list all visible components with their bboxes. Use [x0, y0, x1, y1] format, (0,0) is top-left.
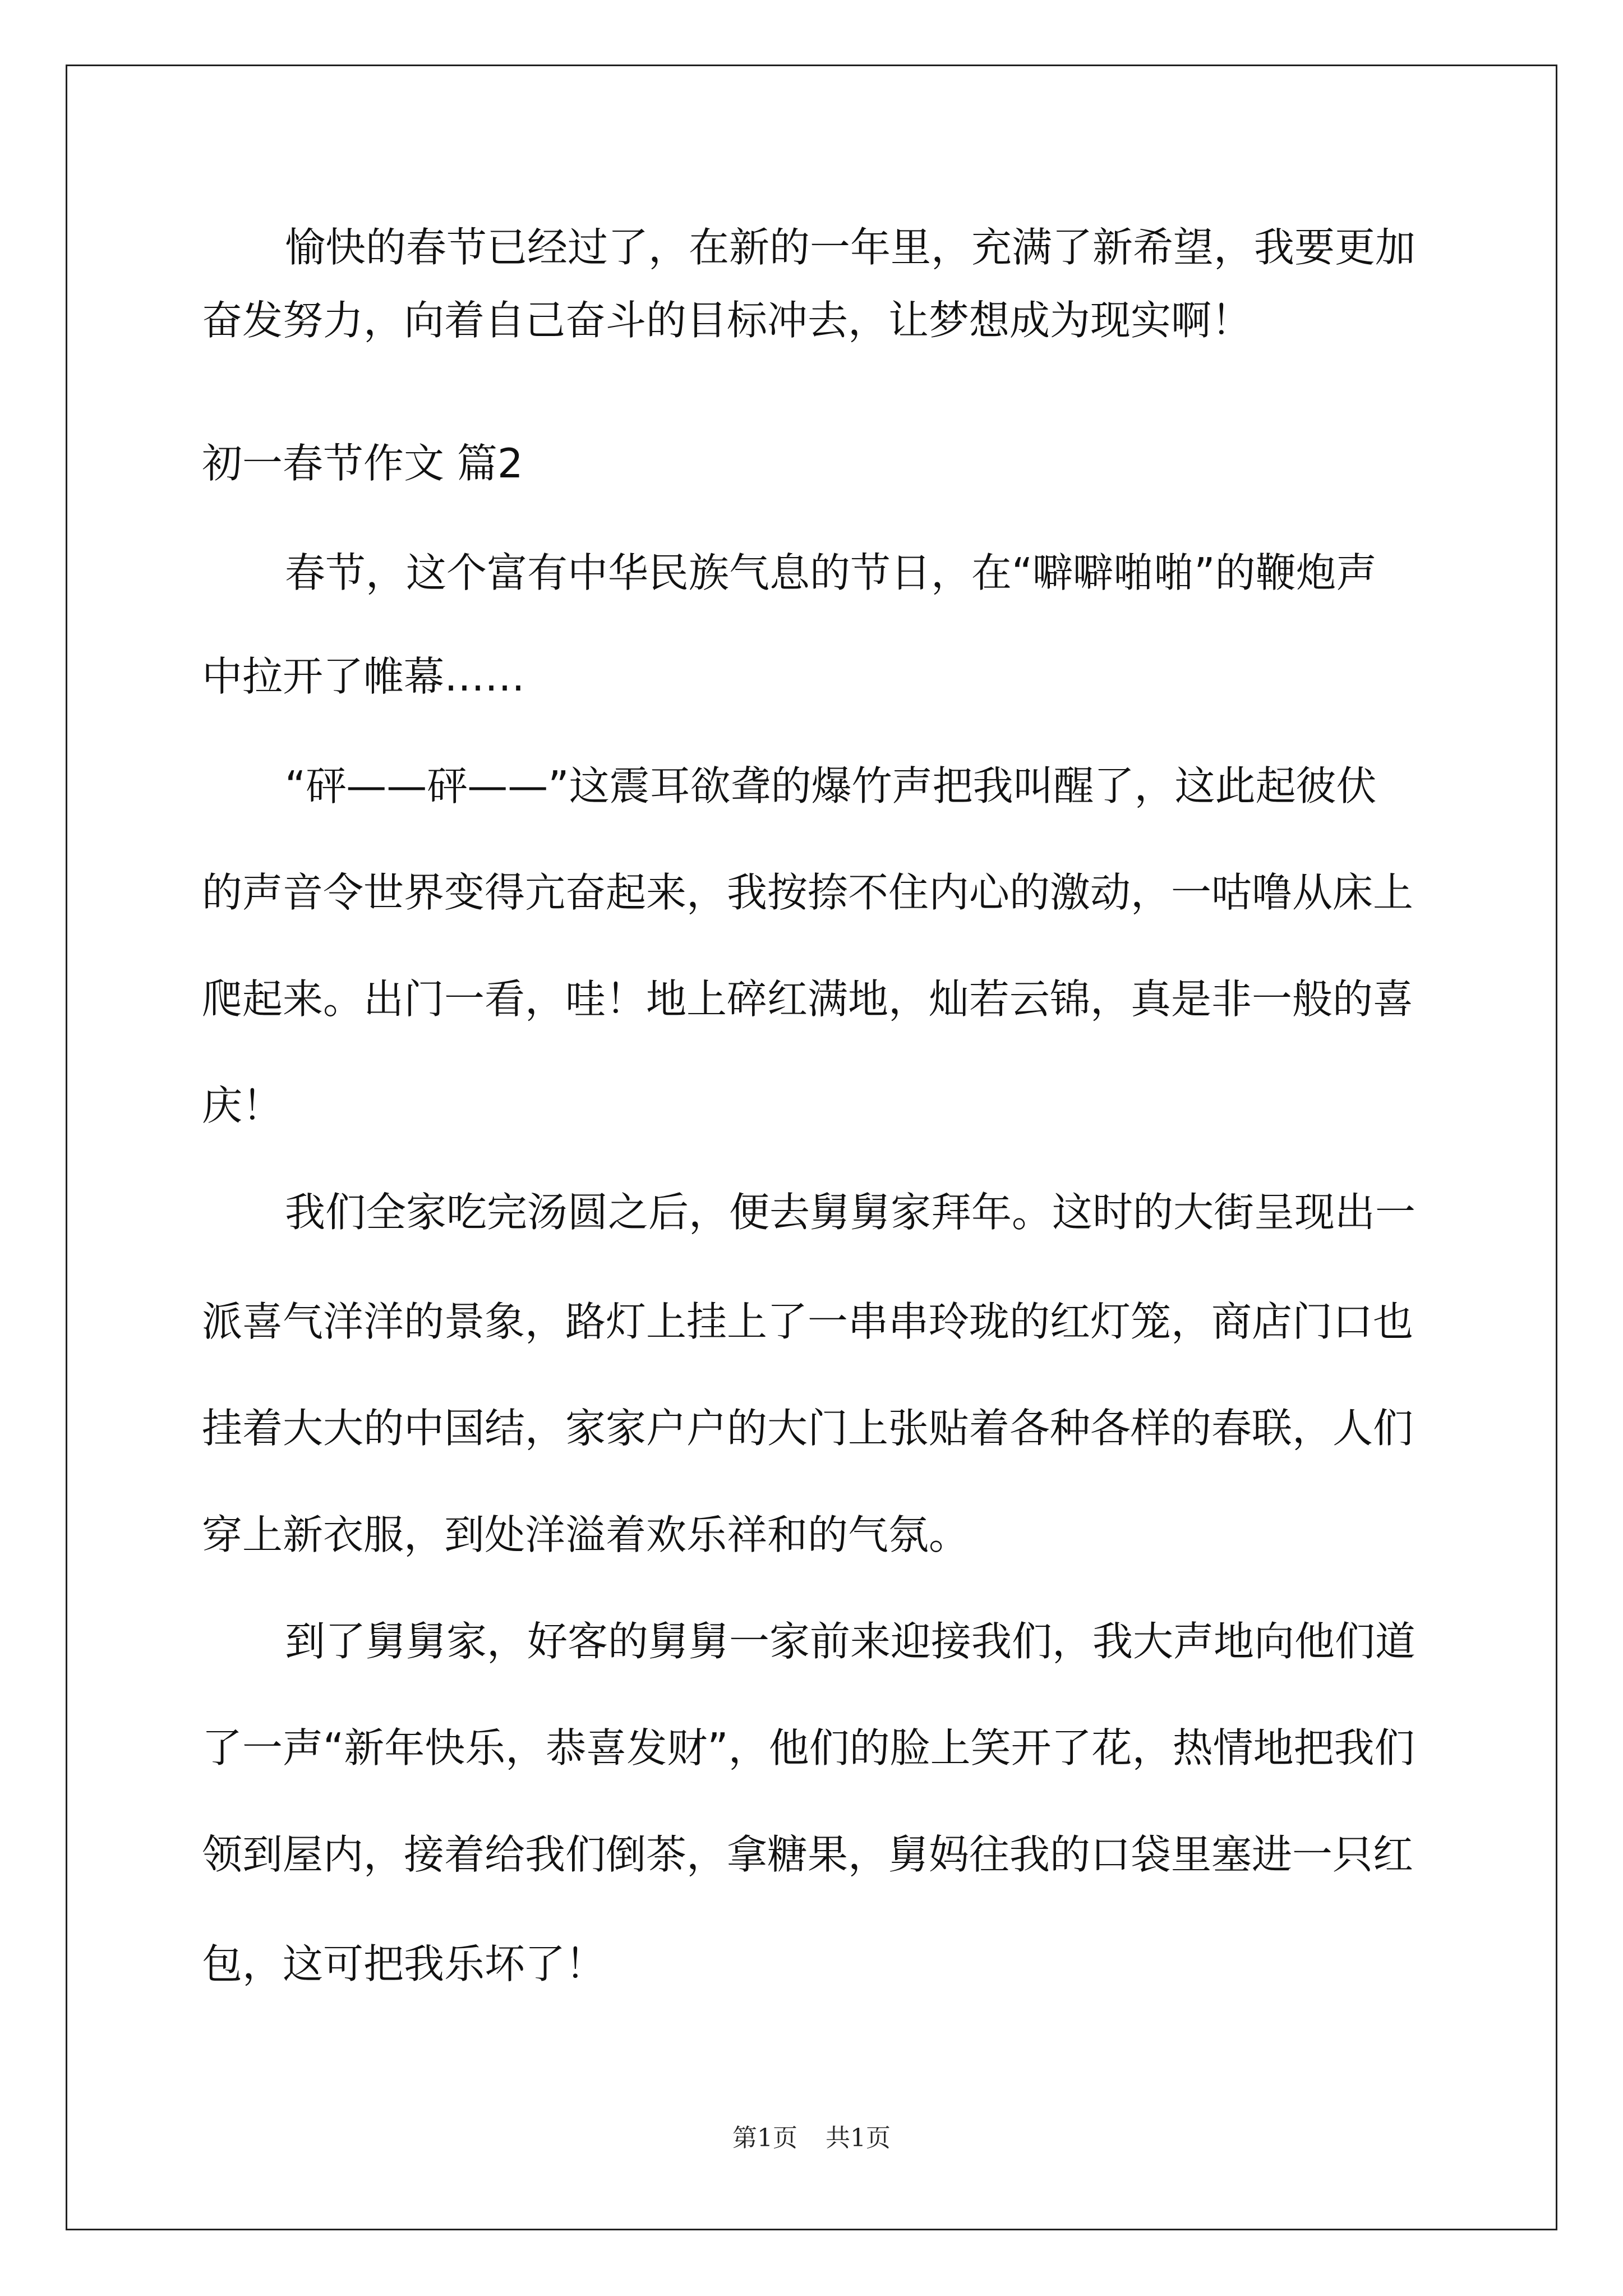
paragraph-5-line-4: 包，这可把我乐坏了！	[202, 1940, 606, 1987]
page-number-total: 共1页	[826, 2124, 891, 2152]
paragraph-3-line-1: “砰——砰——”这震耳欲聋的爆竹声把我叫醒了，这此起彼伏	[285, 762, 1377, 809]
paragraph-4-line-2: 派喜气洋洋的景象，路灯上挂上了一串串玲珑的红灯笼，商店门口也	[202, 1298, 1414, 1345]
paragraph-5-line-2: 了一声“新年快乐，恭喜发财”，他们的脸上笑开了花，热情地把我们	[202, 1724, 1415, 1772]
paragraph-4-line-1: 我们全家吃完汤圆之后，便去舅舅家拜年。这时的大街呈现出一	[285, 1189, 1416, 1236]
page-footer	[0, 2118, 1623, 2154]
paragraph-5-line-3: 领到屋内，接着给我们倒茶，拿糖果，舅妈往我的口袋里塞进一只红	[202, 1831, 1414, 1878]
paragraph-5-line-1: 到了舅舅家，好客的舅舅一家前来迎接我们，我大声地向他们道	[285, 1618, 1416, 1665]
paragraph-4-line-4: 穿上新衣服，到处洋溢着欢乐祥和的气氛。	[202, 1511, 970, 1558]
paragraph-3-line-3: 爬起来。出门一看，哇！地上碎红满地，灿若云锦，真是非一般的喜	[202, 976, 1414, 1023]
paragraph-3-line-2: 的声音令世界变得亢奋起来，我按捺不住内心的激动，一咕噜从床上	[202, 869, 1414, 916]
paragraph-3-line-4: 庆！	[202, 1082, 283, 1129]
paragraph-1-line-1: 愉快的春节已经过了，在新的一年里，充满了新希望，我要更加	[285, 224, 1416, 271]
paragraph-2-line-2: 中拉开了帷幕……	[202, 653, 525, 700]
page-number-current: 第1页	[732, 2124, 797, 2152]
paragraph-2-line-1: 春节，这个富有中华民族气息的节日，在“噼噼啪啪”的鞭炮声	[285, 549, 1377, 596]
paragraph-1-line-2: 奋发努力，向着自己奋斗的目标冲去，让梦想成为现实啊！	[202, 297, 1252, 344]
paragraph-4-line-3: 挂着大大的中国结，家家户户的大门上张贴着各种各样的春联，人们	[202, 1405, 1414, 1452]
section-heading: 初一春节作文 篇2	[202, 440, 523, 487]
page-border	[66, 65, 1557, 2230]
